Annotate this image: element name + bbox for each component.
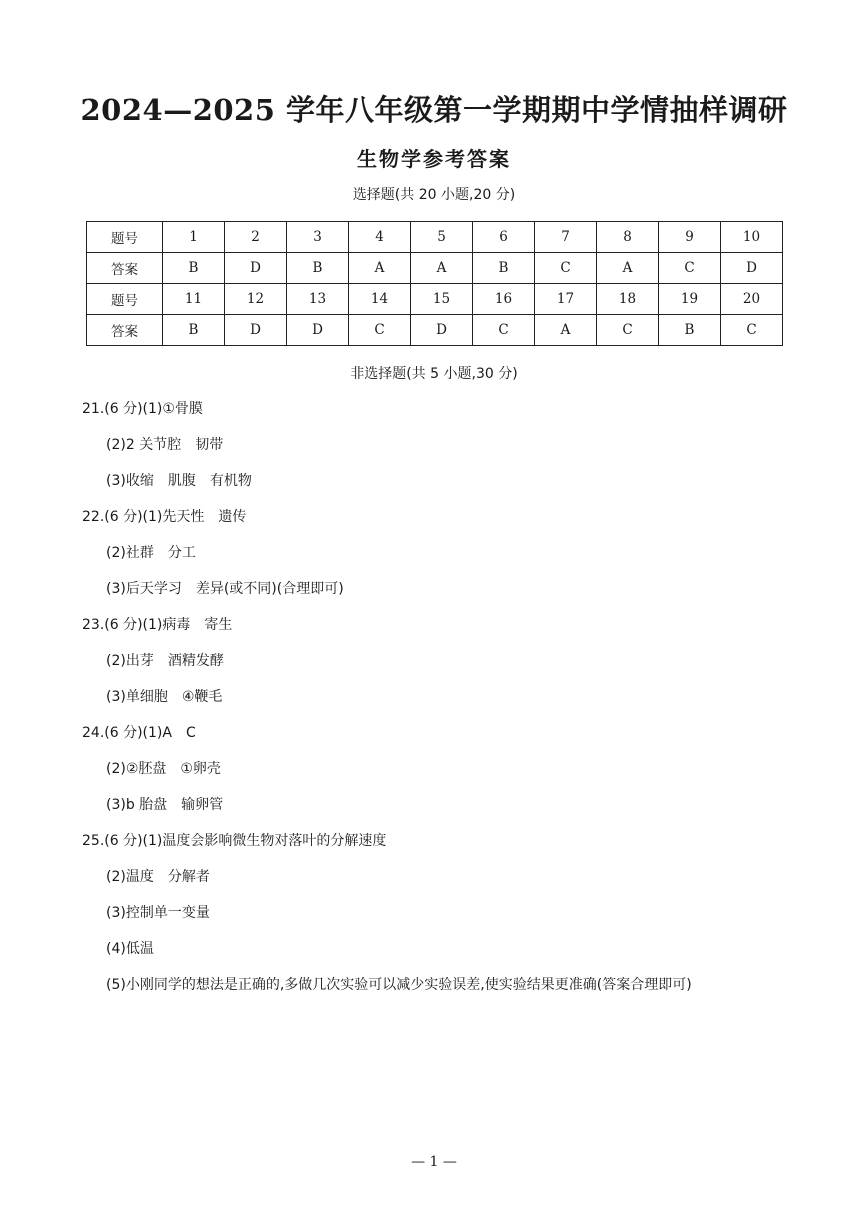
sub-answer-line: (2)温度 分解者 — [106, 869, 210, 885]
table-cell: A — [411, 253, 473, 284]
table-cell: C — [473, 315, 535, 346]
row-label: 答案 — [87, 315, 163, 346]
table-cell: 4 — [349, 222, 411, 253]
table-cell: D — [225, 315, 287, 346]
table-cell: C — [659, 253, 721, 284]
sub-answer-line: (3)单细胞 ④鞭毛 — [106, 689, 223, 705]
table-cell: 12 — [225, 284, 287, 315]
sub-answer-line: (5)小刚同学的想法是正确的,多做几次实验可以减少实验误差,使实验结果更准确(答案合理即可) — [106, 977, 692, 993]
table-cell: D — [721, 253, 783, 284]
table-row — [87, 284, 783, 315]
table-cell: 10 — [721, 222, 783, 253]
table-cell: A — [535, 315, 597, 346]
sub-answer-line: (2)社群 分工 — [106, 545, 196, 561]
table-row — [87, 253, 783, 284]
table-cell: D — [225, 253, 287, 284]
table-cell: 7 — [535, 222, 597, 253]
table-cell: D — [287, 315, 349, 346]
table-cell: 17 — [535, 284, 597, 315]
table-cell: 16 — [473, 284, 535, 315]
table-cell: C — [535, 253, 597, 284]
table-cell: 11 — [163, 284, 225, 315]
sub-answer-line: (2)出芽 酒精发酵 — [106, 653, 224, 669]
table-cell: A — [597, 253, 659, 284]
sub-answer-line: (2)2 关节腔 韧带 — [106, 437, 224, 453]
table-cell: 6 — [473, 222, 535, 253]
question-answer-line: 25.(6 分)(1)温度会影响微生物对落叶的分解速度 — [82, 833, 387, 849]
table-cell: 20 — [721, 284, 783, 315]
table-cell: 13 — [287, 284, 349, 315]
table-cell: 19 — [659, 284, 721, 315]
table-cell: 14 — [349, 284, 411, 315]
question-answer-line: 24.(6 分)(1)A C — [82, 725, 196, 741]
table-cell: 9 — [659, 222, 721, 253]
table-cell: B — [659, 315, 721, 346]
sub-answer-line: (2)②胚盘 ①卵壳 — [106, 761, 221, 777]
choice-section-heading: 选择题(共 20 小题,20 分) — [352, 187, 516, 203]
table-cell: B — [163, 253, 225, 284]
row-label: 题号 — [87, 284, 163, 315]
page-title: 2024—2025 学年八年级第一学期期中学情抽样调研 — [80, 93, 788, 127]
question-answer-line: 23.(6 分)(1)病毒 寄生 — [82, 617, 233, 633]
table-cell: 18 — [597, 284, 659, 315]
sub-answer-line: (3)收缩 肌腹 有机物 — [106, 473, 252, 489]
table-row — [87, 222, 783, 253]
page-number: — 1 — — [411, 1154, 457, 1170]
table-row — [87, 315, 783, 346]
table-cell: B — [473, 253, 535, 284]
table-cell: A — [349, 253, 411, 284]
row-label: 题号 — [87, 222, 163, 253]
table-cell: C — [597, 315, 659, 346]
sub-answer-line: (4)低温 — [106, 941, 154, 957]
table-cell: 5 — [411, 222, 473, 253]
question-answer-line: 21.(6 分)(1)①骨膜 — [82, 401, 203, 417]
table-cell: 15 — [411, 284, 473, 315]
table-cell: D — [411, 315, 473, 346]
table-cell: 1 — [163, 222, 225, 253]
nonchoice-section-heading: 非选择题(共 5 小题,30 分) — [350, 366, 518, 382]
table-cell: 2 — [225, 222, 287, 253]
table-cell: 3 — [287, 222, 349, 253]
sub-answer-line: (3)后天学习 差异(或不同)(合理即可) — [106, 581, 344, 597]
answer-table — [86, 221, 783, 346]
table-cell: 8 — [597, 222, 659, 253]
sub-answer-line: (3)控制单一变量 — [106, 905, 210, 921]
page-subtitle: 生物学参考答案 — [357, 147, 511, 171]
table-cell: C — [721, 315, 783, 346]
table-cell: B — [163, 315, 225, 346]
row-label: 答案 — [87, 253, 163, 284]
table-cell: C — [349, 315, 411, 346]
table-cell: B — [287, 253, 349, 284]
question-answer-line: 22.(6 分)(1)先天性 遗传 — [82, 509, 247, 525]
sub-answer-line: (3)b 胎盘 输卵管 — [106, 797, 224, 813]
